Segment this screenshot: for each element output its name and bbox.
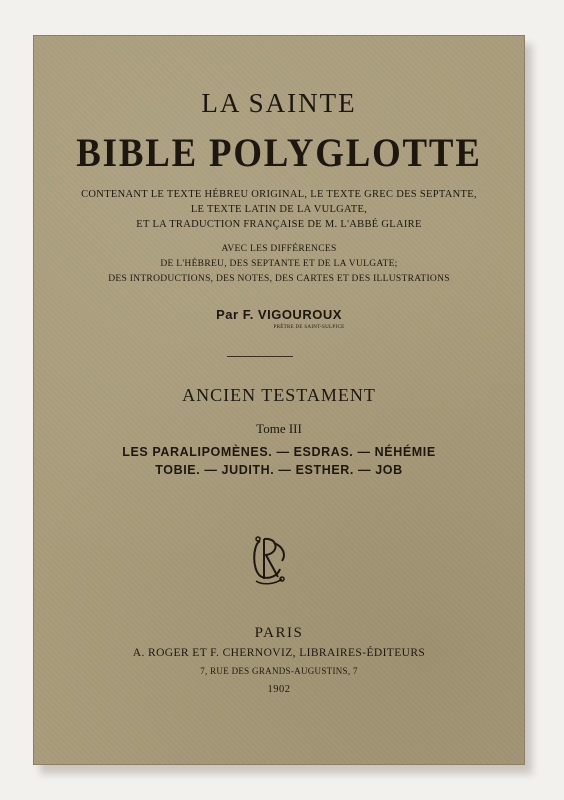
books-line-1: LES PARALIPOMÈNES. — ESDRAS. — NÉHÉMIE [122, 445, 436, 459]
book-cover [33, 35, 525, 765]
title-line-1: LA SAINTE [201, 88, 357, 118]
city: PARIS [254, 625, 304, 641]
section-title: ANCIEN TESTAMENT [182, 385, 376, 405]
publication-year: 1902 [267, 684, 291, 695]
subtitle-line: CONTENANT LE TEXTE HÉBREU ORIGINAL, LE TEXTE GREC DES SEPTANTE, [81, 189, 477, 200]
subtitle-line: DES INTRODUCTIONS, DES NOTES, DES CARTES ET DES ILLUSTRATIONS [108, 274, 450, 284]
subtitle-line: LE TEXTE LATIN DE LA VULGATE, [190, 204, 368, 215]
monogram-icon [248, 533, 290, 585]
divider-rule [227, 356, 293, 357]
author: Par F. VIGOUROUX [216, 307, 342, 322]
publisher-address: 7, RUE DES GRANDS-AUGUSTINS, 7 [200, 666, 358, 676]
books-line-2: TOBIE. — JUDITH. — ESTHER. — JOB [155, 463, 403, 477]
publisher: A. ROGER ET F. CHERNOVIZ, LIBRAIRES-ÉDITEURS [132, 647, 426, 659]
subtitle-line: AVEC LES DIFFÉRENCES [221, 244, 337, 254]
author-title: PRÊTRE DE SAINT-SULPICE [273, 325, 345, 330]
subtitle-line: DE L'HÉBREU, DES SEPTANTE ET DE LA VULGATE; [160, 259, 398, 269]
tome-number: Tome III [256, 421, 302, 436]
subtitle-line: ET LA TRADUCTION FRANÇAISE DE M. L'ABBÉ GLAIRE [136, 219, 422, 230]
title-line-2: BIBLE POLYGLOTTE [76, 130, 482, 175]
